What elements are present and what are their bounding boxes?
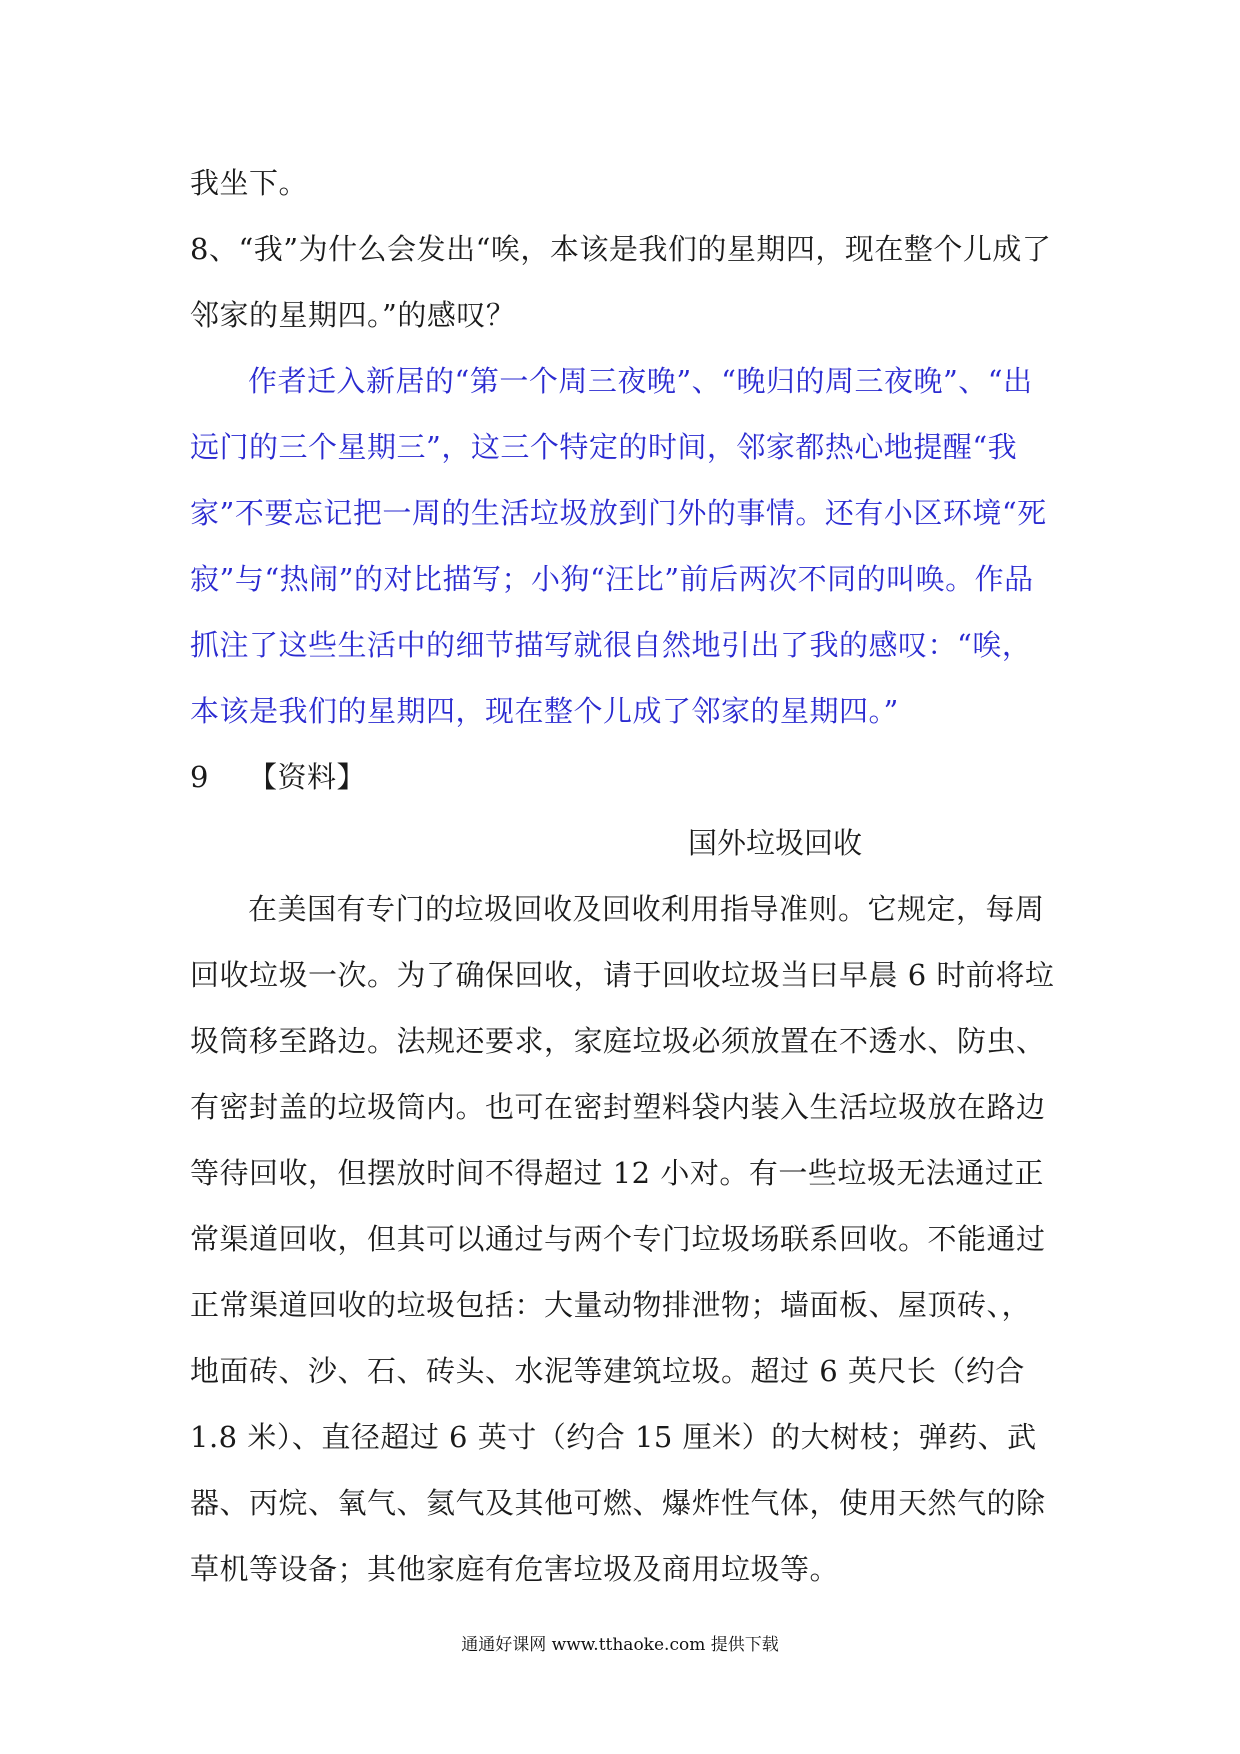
answer-8: 作者迁入新居的“第一个周三夜晚”、“晚归的周三夜晚”、“出远门的三个星期三”，这三个特定的时间，邻家都热心地提醒“我家”不要忘记把一周的生活垃圾放到门外的事情。还有小区环境“死寂”与“热闹”的对比描写；小狗“汪比”前后两次不同的叫唤。作品抓注了这些生活中的细节描写就很自然地引出了我的感叹：“唉，本该是我们的星期四，现在整个儿成了邻家的星期四。” bbox=[190, 364, 1047, 728]
footer-source: 通通好课网 www.tthaoke.com 提供下载 bbox=[461, 1635, 779, 1655]
document-page bbox=[190, 150, 1060, 1602]
question-8-line-1: 8、“我”为什么会发出“唉，本该是我们的星期四，现在整个儿成了 bbox=[190, 232, 1052, 266]
material-title: 国外垃圾回收 bbox=[687, 826, 862, 860]
question-8-line-2: 邻家的星期四。”的感叹？ bbox=[190, 298, 516, 332]
question-9-label: 【资料】 bbox=[248, 760, 367, 794]
material-body: 在美国有专门的垃圾回收及回收利用指导准则。它规定，每周回收垃圾一次。为了确保回收，请于回收垃圾当曰早晨 6 时前将垃圾筒移至路边。法规还要求，家庭垃圾必须放置在不透水、防虫、有密封盖的垃圾筒内。也可在密封塑料袋内装入生活垃圾放在路边等待回收，但摆放时间不得超过 12 小对。有一些垃圾无法通过正常渠道回收，但其可以通过与两个专门垃圾场联系回收。不能通过正常渠道回收的垃圾包括：大量动物排泄物；墙面板、屋顶砖、，地面砖、沙、石、砖头、水泥等建筑垃圾。超过 6 英尺长（约合 1.8 米）、直径超过 6 英寸（约合 15 厘米）的大树枝；弹药、武器、丙烷、氧气、氦气及其他可燃、爆炸性气体，使用天然气的除草机等设备；其他家庭有危害垃圾及商用垃圾等。 bbox=[190, 892, 1055, 1586]
previous-text-tail: 我坐下。 bbox=[190, 166, 309, 200]
question-9-heading bbox=[190, 744, 1060, 810]
question-9-number: 9 bbox=[190, 760, 209, 794]
